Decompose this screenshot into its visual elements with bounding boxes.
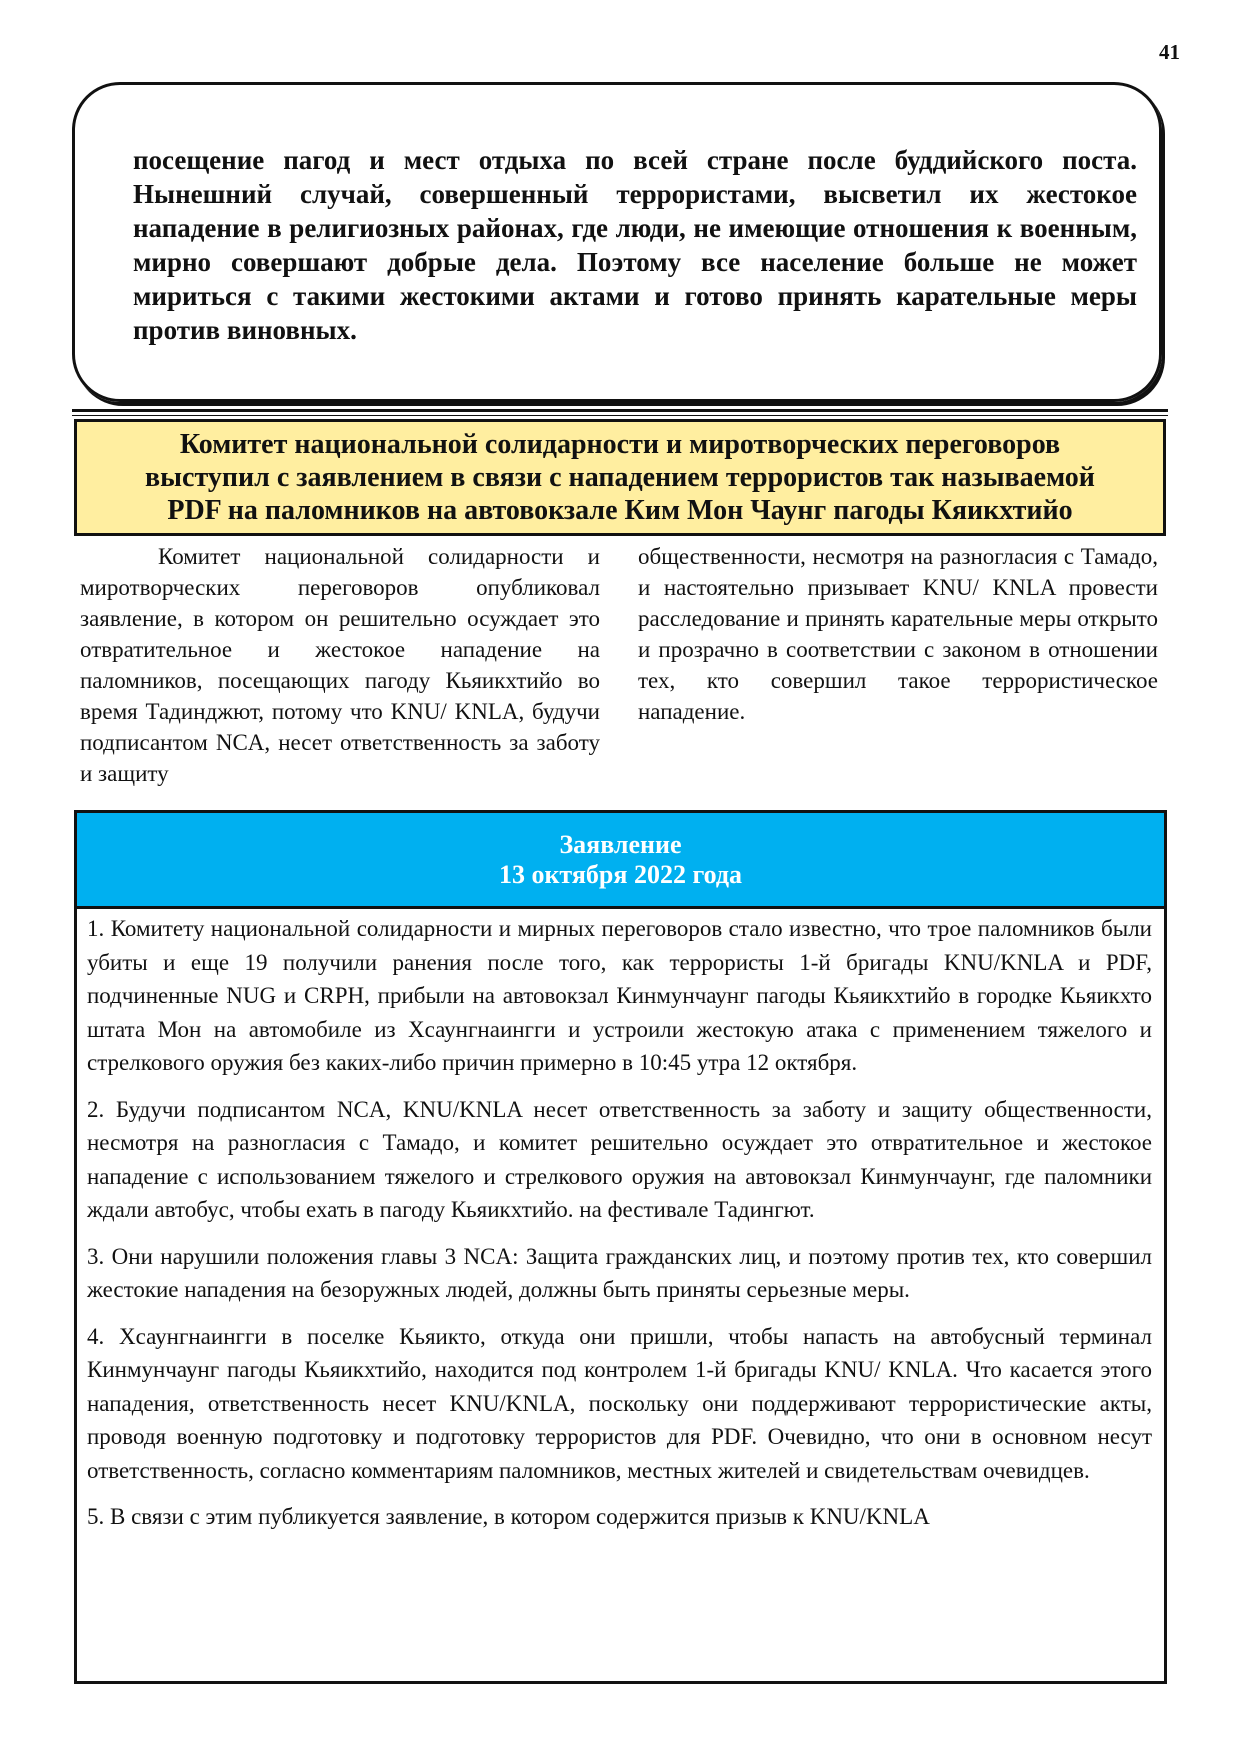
article-columns bbox=[80, 541, 1158, 791]
page-number: 41 bbox=[1159, 40, 1180, 64]
statement-paragraph-3: 3. Они нарушили положения главы 3 NCA: Защита гражданских лиц, и поэтому против тех, кто совершил жестокие нападения на безоружных людей, должны быть приняты серьезные меры. bbox=[87, 1243, 1152, 1302]
statement-paragraph-1: 1. Комитету национальной солидарности и мирных переговоров стало известно, что трое паломников были убиты и еще 19 получили ранения после того, как террористы 1-й бригады KNU/KNLA и PDF, подчиненные NUG и CRPH, прибыли на автовокзал Кинмунчаунг пагоды Кьяикхтийо в городке Кьяикхто штата Мон на автомобиле из Хсаунгнаингги и устроили жестокую атака с применением тяжелого и стрелкового оружия без каких-либо причин примерно в 10:45 утра 12 октября. bbox=[87, 916, 1152, 1075]
headline-line-3: PDF на паломников на автовокзале Ким Мон Чаунг пагоды Кяикхтийо bbox=[167, 495, 1073, 526]
article-paragraph-left: Комитет национальной солидарности и миротворческих переговоров опубликовал заявление, в котором он решительно осуждает это отвратительное и жестокое нападение на паломников, посещающих пагоду Кьяикхтийо во время Тадинджют, потому что KNU/ KNLA, будучи подписантом NCA, несет ответственность за заботу и защиту bbox=[80, 544, 600, 786]
statement-paragraph-4: 4. Хсаунгнаингги в поселке Кьяикто, откуда они пришли, чтобы напасть на автобусный терминал Кинмунчаунг пагоды Кьяикхтийо, находится под контролем 1-й бригады KNU/ KNLA. Что касается этого нападения, ответственность несет KNU/KNLA, поскольку они поддерживают террористические акты, проводя военную подготовку и подготовку террористов для PDF. Очевидно, что они в основном несут ответственность, согласно комментариям паломников, местных жителей и свидетельствам очевидцев. bbox=[87, 1323, 1152, 1483]
headline-line-2: выступил с заявлением в связи с нападением террористов так называемой bbox=[145, 462, 1095, 493]
headline-line-1: Комитет национальной солидарности и миротворческих переговоров bbox=[179, 429, 1061, 460]
quote-box bbox=[72, 82, 1162, 402]
article-column-left bbox=[80, 541, 600, 791]
article-column-right bbox=[638, 541, 1158, 791]
headline-box bbox=[74, 419, 1166, 536]
statement-body bbox=[74, 908, 1167, 1684]
divider-thick bbox=[72, 409, 1168, 412]
divider-thin bbox=[72, 415, 1168, 416]
article-paragraph-right: общественности, несмотря на разногласия с Тамадо, и настоятельно призывает KNU/ KNLA провести расследование и принять карательные меры открыто и прозрачно в соответствии с законом в отношении тех, кто совершил такое террористическое нападение. bbox=[638, 544, 1158, 724]
statement-date: 13 октября 2022 года bbox=[498, 859, 743, 889]
statement-paragraph-5: 5. В связи с этим публикуется заявление, в котором содержится призыв к KNU/KNLA bbox=[87, 1504, 930, 1529]
statement-header bbox=[74, 810, 1167, 909]
statement-paragraph-2: 2. Будучи подписантом NCA, KNU/KNLA несет ответственность за заботу и защиту общественности, несмотря на разногласия с Тамадо, и комитет решительно осуждает это отвратительное и жестокое нападение с использованием тяжелого и стрелкового оружия на автовокзал Кинмунчаунг, где паломники ждали автобус, чтобы ехать в пагоду Кьяикхтийо. на фестивале Тадингют. bbox=[87, 1096, 1152, 1222]
quote-text: посещение пагод и мест отдыха по всей стране после буддийского поста. Нынешний случай, совершенный террористами, высветил их жестокое нападение в религиозных районах, где люди, не имеющие отношения к военным, мирно совершают добрые дела. Поэтому все население больше не может мириться с такими жестокими актами и готово принять карательные меры против виновных. bbox=[133, 145, 1137, 345]
statement-title: Заявление bbox=[559, 829, 682, 859]
